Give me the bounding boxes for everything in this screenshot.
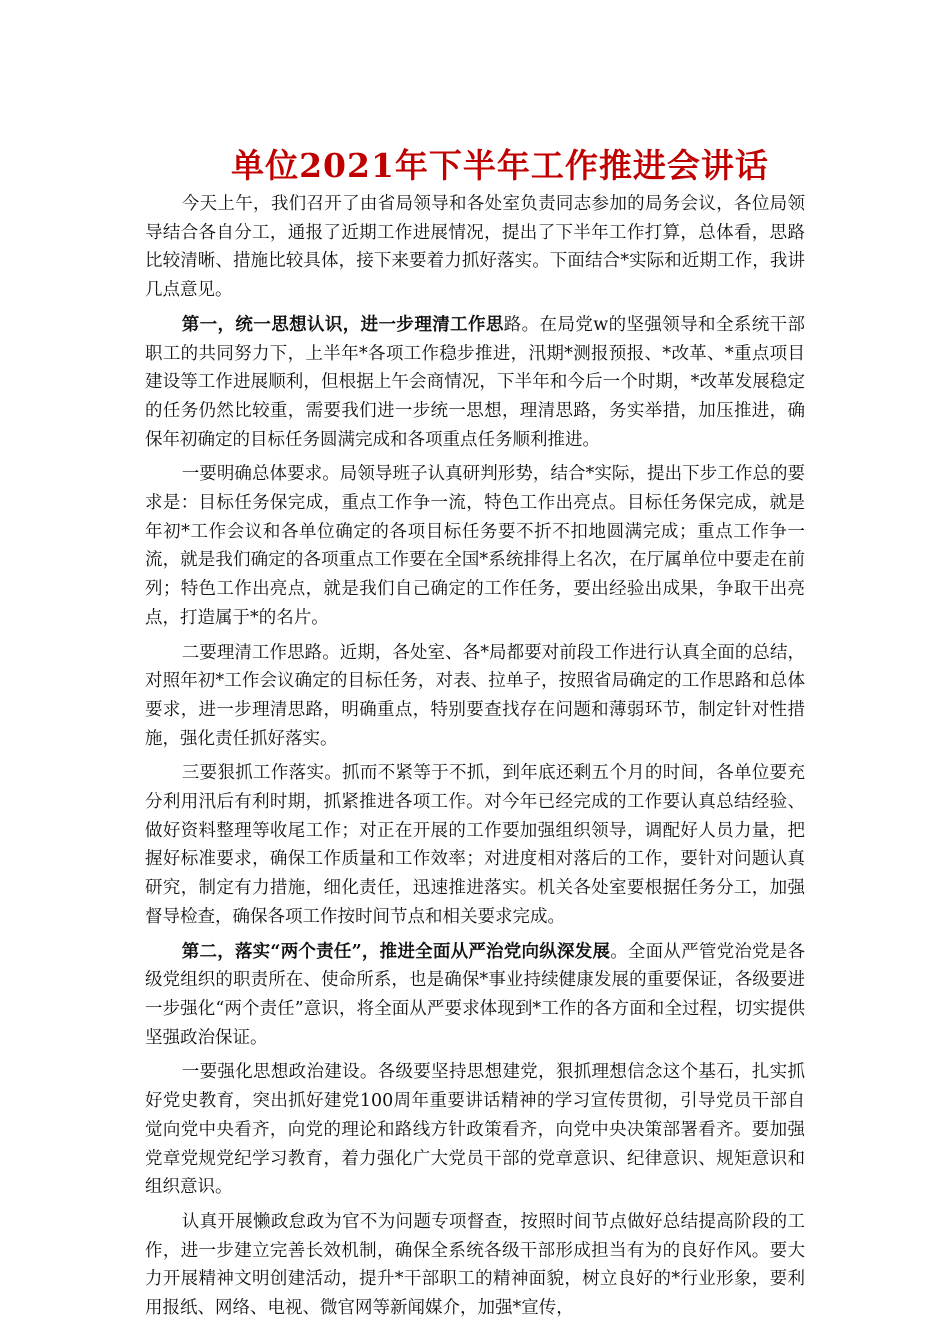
paragraph: [145, 311, 805, 455]
paragraph: [145, 639, 805, 754]
paragraph-text: 认真开展懒政怠政为官不为问题专项督查，按照时间节点做好总结提高阶段的工作，进一步建立完善长效机制，确保全系统各级干部形成担当有为的良好作风。要大力开展精神文明创建活动，提升*干部职工的精神面貌，树立良好的*行业形象，要利用报纸、网络、电视、微官网等新闻媒介，加强*宣传，: [145, 1211, 805, 1319]
paragraph-text: 今天上午，我们召开了由省局领导和各处室负责同志参加的局务会议，各位局领导结合各自分工，通报了近期工作进展情况，提出了下半年工作打算，总体看，思路比较清晰、措施比较具体，接下来要着力抓好落实。下面结合*实际和近期工作，我讲几点意见。: [145, 194, 805, 301]
paragraph-text: 三要狠抓工作落实。抓而不紧等于不抓，到年底还剩五个月的时间，各单位要充分利用汛后有利时期，抓紧推进各项工作。对今年已经完成的工作要认真总结经验、做好资料整理等收尾工作；对正在开展的工作要加强组织领导，调配好人员力量，把握好标准要求，确保工作质量和工作效率；对进度相对落后的工作，要针对问题认真研究，制定有力措施，细化责任，迅速推进落实。机关各处室要根据任务分工，加强督导检查，确保各项工作按时间节点和相关要求完成。: [145, 763, 805, 927]
document-title: 单位2021年下半年工作推进会讲话: [231, 146, 769, 185]
paragraph-text: 一要强化思想政治建设。各级要坚持思想建党，狠抓理想信念这个基石，扎实抓好党史教育，突出抓好建党100周年重要讲话精神的学习宣传贯彻，引导党员干部自觉向党中央看齐，向党的理论和路线方针政策看齐，向党中央决策部署看齐。要加强党章党规党纪学习教育，着力强化广大党员干部的党章意识、纪律意识、规矩意识和组织意识。: [145, 1062, 805, 1198]
paragraph-text: 一要明确总体要求。局领导班子认真研判形势，结合*实际，提出下步工作总的要求是：目标任务保完成，重点工作争一流，特色工作出亮点。目标任务保完成，就是年初*工作会议和各单位确定的各项目标任务要不折不扣地圆满完成；重点工作争一流，就是我们确定的各项重点工作要在全国*系统排得上名次，在厅属单位中要走在前列；特色工作出亮点，就是我们自己确定的工作任务，要出经验出成果，争取干出亮点，打造属于*的名片。: [145, 464, 805, 628]
paragraph-text: 路。在局党w的坚强领导和全系统干部职工的共同努力下，上半年*各项工作稳步推进，汛期*测报预报、*改革、*重点项目建设等工作进展顺利，但根据上午会商情况，下半年和今后一个时期，*改革发展稳定的任务仍然比较重，需要我们进一步统一思想，理清思路，务实举措，加压推进，确保年初确定的目标任务圆满完成和各项重点任务顺利推进。: [145, 314, 806, 450]
paragraph: [145, 190, 805, 305]
paragraph: [145, 460, 805, 632]
paragraph-text: 。全面从严管党治党是各级党组织的职责所在、使命所系，也是确保*事业持续健康发展的重要保证，各级要进一步强化“两个责任”意识，将全面从严要求体现到*工作的各方面和全过程，切实提供坚强政治保证。: [145, 941, 806, 1048]
paragraph-heading: 第一，统一思想认识，进一步理清工作思: [181, 314, 504, 335]
paragraph: [145, 759, 805, 931]
paragraph-heading: 第二，落实“两个责任”，推进全面从严治党向纵深发展: [181, 941, 611, 962]
paragraph-text: 二要理清工作思路。近期，各处室、各*局都要对前段工作进行认真全面的总结，对照年初*工作会议确定的目标任务，对表、拉单子，按照省局确定的工作思路和总体要求，进一步理清思路，明确重点，特别要查找存在问题和薄弱环节，制定针对性措施，强化责任抓好落实。: [145, 642, 805, 749]
paragraph: [145, 1058, 805, 1202]
paragraph: [145, 1208, 805, 1323]
paragraph: [145, 938, 805, 1053]
document-body: [145, 190, 805, 1329]
